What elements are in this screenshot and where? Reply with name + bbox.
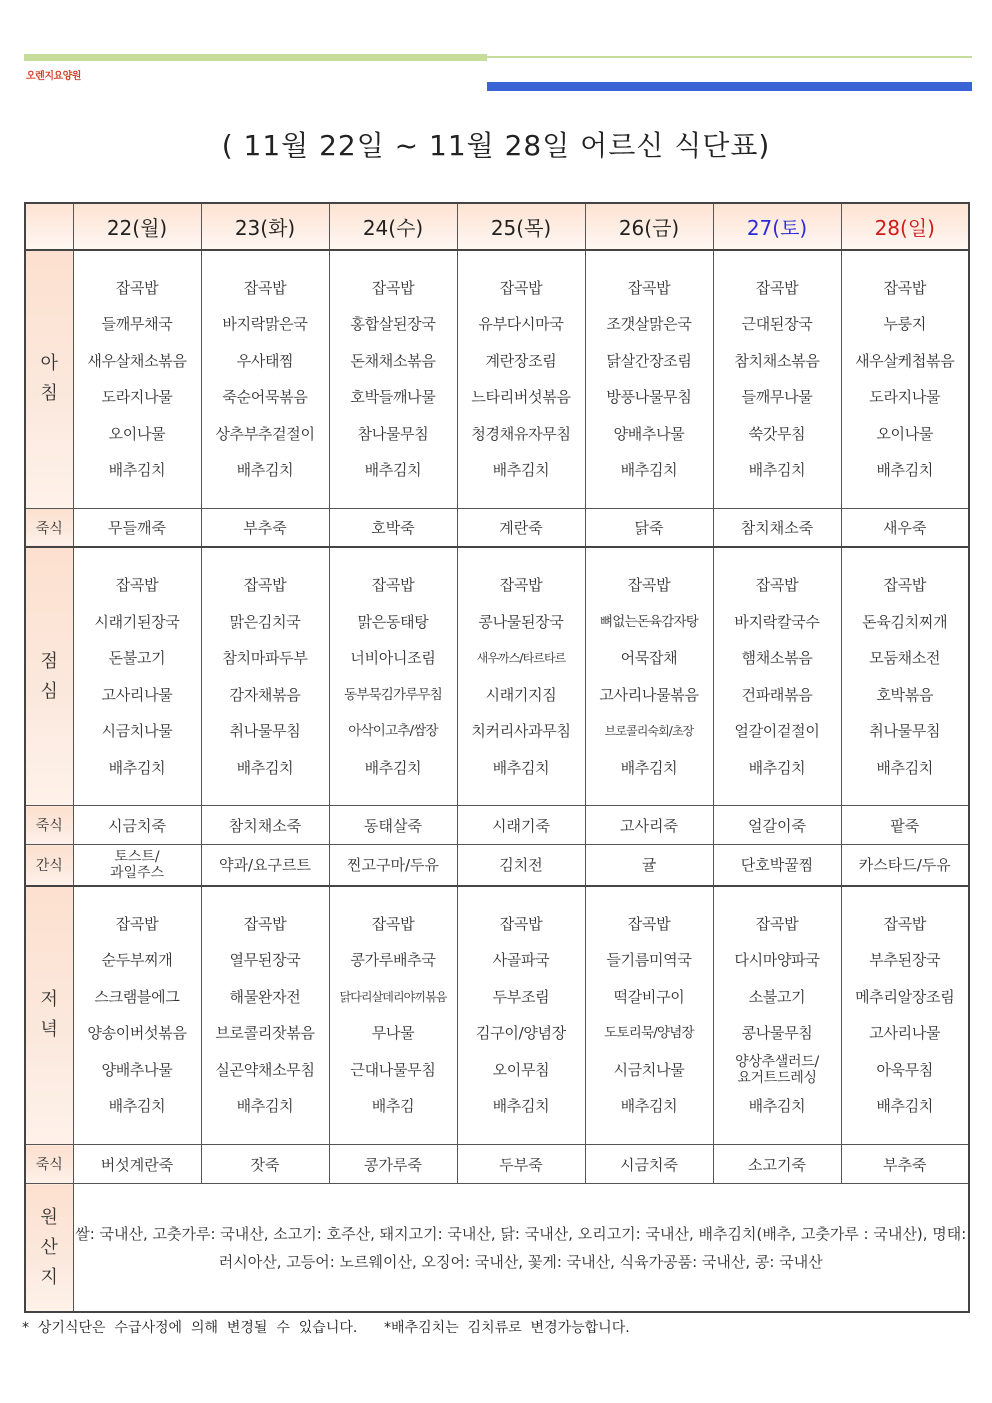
menu-item: 잡곡밥 bbox=[115, 576, 159, 595]
lunch-label bbox=[25, 547, 73, 805]
menu-item: 호박볶음 bbox=[876, 685, 934, 704]
menu-item: 배추김치 bbox=[364, 758, 422, 777]
menu-item: 고사리나물 bbox=[101, 685, 173, 704]
menu-item: 청경채유자무침 bbox=[471, 424, 571, 443]
snack-cell: 귤 bbox=[585, 845, 713, 886]
porridge-cell: 새우죽 bbox=[841, 508, 969, 547]
menu-item: 배추김치 bbox=[748, 758, 806, 777]
menu-item: 건파래볶음 bbox=[741, 685, 813, 704]
menu-item: 잡곡밥 bbox=[627, 914, 671, 933]
menu-item: 바지락칼국수 bbox=[734, 612, 820, 631]
menu-item: 배추김치 bbox=[236, 758, 294, 777]
snack-cell: 토스트/ 과일주스 bbox=[73, 845, 201, 886]
dinner-cell bbox=[457, 886, 585, 1145]
menu-item: 시금치나물 bbox=[101, 722, 173, 741]
menu-item: 배추김치 bbox=[876, 461, 934, 480]
porridge-cell: 부추죽 bbox=[201, 508, 329, 547]
menu-item: 새우살채소볶음 bbox=[87, 351, 187, 370]
porridge-cell: 소고기죽 bbox=[713, 1145, 841, 1184]
porridge-cell: 참치채소죽 bbox=[713, 508, 841, 547]
menu-item: 참치마파두부 bbox=[222, 649, 308, 668]
menu-item: 고사리나물볶음 bbox=[599, 685, 699, 704]
menu-item: 무나물 bbox=[371, 1024, 415, 1043]
origin-row bbox=[25, 1184, 969, 1312]
menu-item: 치커리사과무침 bbox=[471, 722, 571, 741]
lunch-cell bbox=[73, 547, 201, 805]
menu-item: 얼갈이겉절이 bbox=[734, 722, 820, 741]
menu-item: 조갯살맑은국 bbox=[606, 315, 692, 334]
snack-cell: 단호박꿀찜 bbox=[713, 845, 841, 886]
page-title: ( 11월 22일 ~ 11월 28일 어르신 식단표) bbox=[221, 129, 771, 162]
menu-item: 근대나물무침 bbox=[350, 1060, 436, 1079]
snack-label: 간식 bbox=[25, 845, 73, 886]
menu-item: 새우까스/타르타르 bbox=[476, 651, 566, 666]
header-line bbox=[487, 56, 972, 58]
porridge-label: 죽식 bbox=[25, 508, 73, 547]
menu-item: 메추리알장조림 bbox=[855, 987, 955, 1006]
origin-text: 쌀: 국내산, 고춧가루: 국내산, 소고기: 호주산, 돼지고기: 국내산, 닭: 국내산, 오리고기: 국내산, 배추김치(배추, 고춧가루 : 국내산), 명태: 러시아산, 고등어: 노르웨이산, 오징어: 국내산, 꽃게: 국내산, 식육가공품: 국내산, 콩: 국내산 bbox=[73, 1184, 969, 1312]
dinner-cell bbox=[713, 886, 841, 1145]
porridge-cell: 참치채소죽 bbox=[201, 806, 329, 845]
snack-cell: 김치전 bbox=[457, 845, 585, 886]
porridge-cell: 닭죽 bbox=[585, 508, 713, 547]
menu-item: 브로콜리숙회/초장 bbox=[604, 724, 694, 739]
menu-item: 두부조림 bbox=[492, 987, 550, 1006]
menu-item: 돈육김치찌개 bbox=[862, 612, 948, 631]
porridge-cell: 잣죽 bbox=[201, 1145, 329, 1184]
menu-item: 오이무침 bbox=[492, 1060, 550, 1079]
day-header: 24(수) bbox=[329, 203, 457, 250]
menu-item: 열무된장국 bbox=[229, 951, 301, 970]
menu-item: 스크램블에그 bbox=[94, 987, 180, 1006]
lunch-cell bbox=[713, 547, 841, 805]
menu-item: 모둠채소전 bbox=[869, 649, 941, 668]
corner-cell bbox=[25, 203, 73, 250]
menu-item: 배추김치 bbox=[492, 758, 550, 777]
day-header-row bbox=[25, 203, 969, 250]
menu-item: 어묵잡채 bbox=[620, 649, 678, 668]
menu-item: 김구이/양념장 bbox=[476, 1024, 566, 1043]
breakfast-cell bbox=[457, 250, 585, 508]
menu-item: 배추김치 bbox=[620, 461, 678, 480]
menu-item: 콩가루배추국 bbox=[350, 951, 436, 970]
menu-item: 배추김치 bbox=[748, 461, 806, 480]
menu-item: 유부다시마국 bbox=[478, 315, 564, 334]
menu-item: 잡곡밥 bbox=[499, 914, 543, 933]
breakfast-row bbox=[25, 250, 969, 508]
menu-item: 취나물무침 bbox=[869, 722, 941, 741]
menu-item: 맑은김치국 bbox=[229, 612, 301, 631]
menu-item: 잡곡밥 bbox=[499, 576, 543, 595]
day-header: 25(목) bbox=[457, 203, 585, 250]
porridge-cell: 얼갈이죽 bbox=[713, 806, 841, 845]
menu-item: 잡곡밥 bbox=[883, 576, 927, 595]
menu-item: 쑥갓무침 bbox=[748, 424, 806, 443]
menu-item: 배추김치 bbox=[364, 461, 422, 480]
menu-item: 닭다리살데리야끼볶음 bbox=[339, 989, 447, 1004]
porridge-cell: 버섯계란죽 bbox=[73, 1145, 201, 1184]
menu-item: 아욱무침 bbox=[876, 1060, 934, 1079]
menu-item: 참치채소볶음 bbox=[734, 351, 820, 370]
porridge-cell: 팥죽 bbox=[841, 806, 969, 845]
menu-item: 부추된장국 bbox=[869, 951, 941, 970]
menu-item: 배추김치 bbox=[748, 1097, 806, 1116]
lunch-cell bbox=[841, 547, 969, 805]
menu-item: 잡곡밥 bbox=[627, 576, 671, 595]
menu-item: 잡곡밥 bbox=[243, 576, 287, 595]
menu-item: 브로콜리잣볶음 bbox=[215, 1024, 315, 1043]
menu-item: 배추김 bbox=[371, 1097, 415, 1116]
snack-row bbox=[25, 845, 969, 886]
lunch-label-text: 점 심 bbox=[40, 650, 58, 702]
origin-label-text: 원 산 지 bbox=[40, 1206, 58, 1288]
snack-cell: 카스타드/두유 bbox=[841, 845, 969, 886]
day-header: 22(월) bbox=[73, 203, 201, 250]
porridge-cell: 시래기죽 bbox=[457, 806, 585, 845]
dinner-porridge-row bbox=[25, 1145, 969, 1184]
menu-item: 오이나물 bbox=[108, 424, 166, 443]
menu-item: 시래기지짐 bbox=[485, 685, 557, 704]
menu-item: 잡곡밥 bbox=[755, 576, 799, 595]
porridge-cell: 시금치죽 bbox=[73, 806, 201, 845]
porridge-cell: 계란죽 bbox=[457, 508, 585, 547]
day-header: 26(금) bbox=[585, 203, 713, 250]
menu-item: 잡곡밥 bbox=[115, 278, 159, 297]
menu-item: 시금치나물 bbox=[613, 1060, 685, 1079]
menu-item: 배추김치 bbox=[108, 461, 166, 480]
lunch-cell bbox=[201, 547, 329, 805]
menu-item: 배추김치 bbox=[236, 1097, 294, 1116]
menu-item: 고사리나물 bbox=[869, 1024, 941, 1043]
menu-item: 배추김치 bbox=[620, 758, 678, 777]
porridge-label: 죽식 bbox=[25, 806, 73, 845]
menu-item: 방풍나물무침 bbox=[606, 388, 692, 407]
menu-item: 잡곡밥 bbox=[243, 914, 287, 933]
porridge-cell: 두부죽 bbox=[457, 1145, 585, 1184]
porridge-cell: 동태살죽 bbox=[329, 806, 457, 845]
menu-item: 햄채소볶음 bbox=[741, 649, 813, 668]
snack-cell: 찐고구마/두유 bbox=[329, 845, 457, 886]
porridge-cell: 호박죽 bbox=[329, 508, 457, 547]
lunch-cell bbox=[329, 547, 457, 805]
menu-item: 떡갈비구이 bbox=[613, 987, 685, 1006]
menu-item: 배추김치 bbox=[236, 461, 294, 480]
menu-item: 배추김치 bbox=[492, 461, 550, 480]
lunch-row bbox=[25, 547, 969, 805]
menu-item: 도토리묵/양념장 bbox=[604, 1025, 694, 1042]
menu-item: 배추김치 bbox=[876, 758, 934, 777]
day-header: 23(화) bbox=[201, 203, 329, 250]
menu-item: 죽순어묵볶음 bbox=[222, 388, 308, 407]
menu-item: 느타리버섯볶음 bbox=[471, 388, 571, 407]
porridge-cell: 시금치죽 bbox=[585, 1145, 713, 1184]
menu-item: 순두부찌개 bbox=[101, 951, 173, 970]
menu-item: 잡곡밥 bbox=[115, 914, 159, 933]
menu-item: 새우살케첩볶음 bbox=[855, 351, 955, 370]
menu-item: 배추김치 bbox=[108, 758, 166, 777]
dinner-cell bbox=[585, 886, 713, 1145]
menu-item: 다시마양파국 bbox=[734, 951, 820, 970]
menu-item: 도라지나물 bbox=[101, 388, 173, 407]
menu-item: 실곤약채소무침 bbox=[215, 1060, 315, 1079]
menu-item: 배추김치 bbox=[620, 1097, 678, 1116]
menu-table bbox=[24, 202, 970, 1313]
snack-cell: 약과/요구르트 bbox=[201, 845, 329, 886]
breakfast-cell bbox=[201, 250, 329, 508]
menu-item: 들기름미역국 bbox=[606, 951, 692, 970]
menu-item: 너비아니조림 bbox=[350, 649, 436, 668]
breakfast-cell bbox=[585, 250, 713, 508]
menu-item: 우사태찜 bbox=[236, 351, 294, 370]
porridge-cell: 부추죽 bbox=[841, 1145, 969, 1184]
menu-item: 누룽지 bbox=[883, 315, 927, 334]
menu-item: 맑은동태탕 bbox=[357, 612, 429, 631]
menu-item: 양상추샐러드/ 요거트드레싱 bbox=[735, 1053, 819, 1086]
menu-item: 감자채볶음 bbox=[229, 685, 301, 704]
dinner-label bbox=[25, 886, 73, 1145]
menu-item: 배추김치 bbox=[108, 1097, 166, 1116]
dinner-cell bbox=[201, 886, 329, 1145]
menu-item: 참나물무침 bbox=[357, 424, 429, 443]
menu-item: 해물완자전 bbox=[229, 987, 301, 1006]
breakfast-cell bbox=[73, 250, 201, 508]
menu-item: 바지락맑은국 bbox=[222, 315, 308, 334]
footer-note: * 상기식단은 수급사정에 의해 변경될 수 있습니다. *배추김치는 김치류로 변경가능합니다. bbox=[22, 1320, 630, 1336]
menu-item: 들깨무나물 bbox=[741, 388, 813, 407]
menu-item: 동부묵김가루무침 bbox=[344, 686, 442, 703]
day-header: 28(일) bbox=[841, 203, 969, 250]
menu-item: 돈불고기 bbox=[108, 649, 166, 668]
menu-item: 양배추나물 bbox=[101, 1060, 173, 1079]
day-header: 27(토) bbox=[713, 203, 841, 250]
menu-item: 아삭이고추/쌈장 bbox=[348, 723, 438, 740]
menu-item: 배추김치 bbox=[876, 1097, 934, 1116]
dinner-label-text: 저 녁 bbox=[40, 989, 58, 1041]
menu-item: 잡곡밥 bbox=[755, 278, 799, 297]
porridge-cell: 콩가루죽 bbox=[329, 1145, 457, 1184]
menu-item: 양배추나물 bbox=[613, 424, 685, 443]
menu-item: 잡곡밥 bbox=[371, 576, 415, 595]
breakfast-label-text: 아 침 bbox=[40, 353, 58, 405]
menu-item: 시래기된장국 bbox=[94, 612, 180, 631]
menu-item: 오이나물 bbox=[876, 424, 934, 443]
breakfast-label bbox=[25, 250, 73, 508]
breakfast-cell bbox=[329, 250, 457, 508]
porridge-cell: 고사리죽 bbox=[585, 806, 713, 845]
menu-item: 취나물무침 bbox=[229, 722, 301, 741]
lunch-porridge-row bbox=[25, 806, 969, 845]
menu-item: 잡곡밥 bbox=[755, 914, 799, 933]
menu-item: 잡곡밥 bbox=[883, 278, 927, 297]
menu-item: 들깨무채국 bbox=[101, 315, 173, 334]
menu-item: 콩나물된장국 bbox=[478, 612, 564, 631]
menu-item: 배추김치 bbox=[492, 1097, 550, 1116]
menu-item: 소불고기 bbox=[748, 987, 806, 1006]
dinner-cell bbox=[329, 886, 457, 1145]
header-bar-green bbox=[24, 54, 487, 61]
menu-item: 뼈없는돈육감자탕 bbox=[600, 613, 698, 630]
origin-label bbox=[25, 1184, 73, 1312]
menu-item: 콩나물무침 bbox=[741, 1024, 813, 1043]
lunch-cell bbox=[457, 547, 585, 805]
dinner-row bbox=[25, 886, 969, 1145]
porridge-cell: 무들깨죽 bbox=[73, 508, 201, 547]
menu-item: 닭살간장조림 bbox=[606, 351, 692, 370]
menu-item: 잡곡밥 bbox=[371, 278, 415, 297]
org-name: 오렌지요양원 bbox=[26, 71, 81, 82]
menu-item: 홍합살된장국 bbox=[350, 315, 436, 334]
menu-item: 도라지나물 bbox=[869, 388, 941, 407]
dinner-cell bbox=[73, 886, 201, 1145]
breakfast-cell bbox=[841, 250, 969, 508]
menu-item: 잡곡밥 bbox=[243, 278, 287, 297]
lunch-cell bbox=[585, 547, 713, 805]
dinner-cell bbox=[841, 886, 969, 1145]
menu-item: 상추부추겉절이 bbox=[215, 424, 315, 443]
menu-item: 사골파국 bbox=[492, 951, 550, 970]
breakfast-porridge-row bbox=[25, 508, 969, 547]
menu-item: 돈채채소볶음 bbox=[350, 351, 436, 370]
menu-item: 잡곡밥 bbox=[499, 278, 543, 297]
menu-item: 잡곡밥 bbox=[371, 914, 415, 933]
menu-item: 호박들깨나물 bbox=[350, 388, 436, 407]
menu-item: 양송이버섯볶음 bbox=[87, 1024, 187, 1043]
breakfast-cell bbox=[713, 250, 841, 508]
menu-item: 잡곡밥 bbox=[627, 278, 671, 297]
header-bar-blue bbox=[487, 82, 972, 91]
porridge-label: 죽식 bbox=[25, 1145, 73, 1184]
menu-item: 잡곡밥 bbox=[883, 914, 927, 933]
menu-item: 근대된장국 bbox=[741, 315, 813, 334]
menu-item: 계란장조림 bbox=[485, 351, 557, 370]
